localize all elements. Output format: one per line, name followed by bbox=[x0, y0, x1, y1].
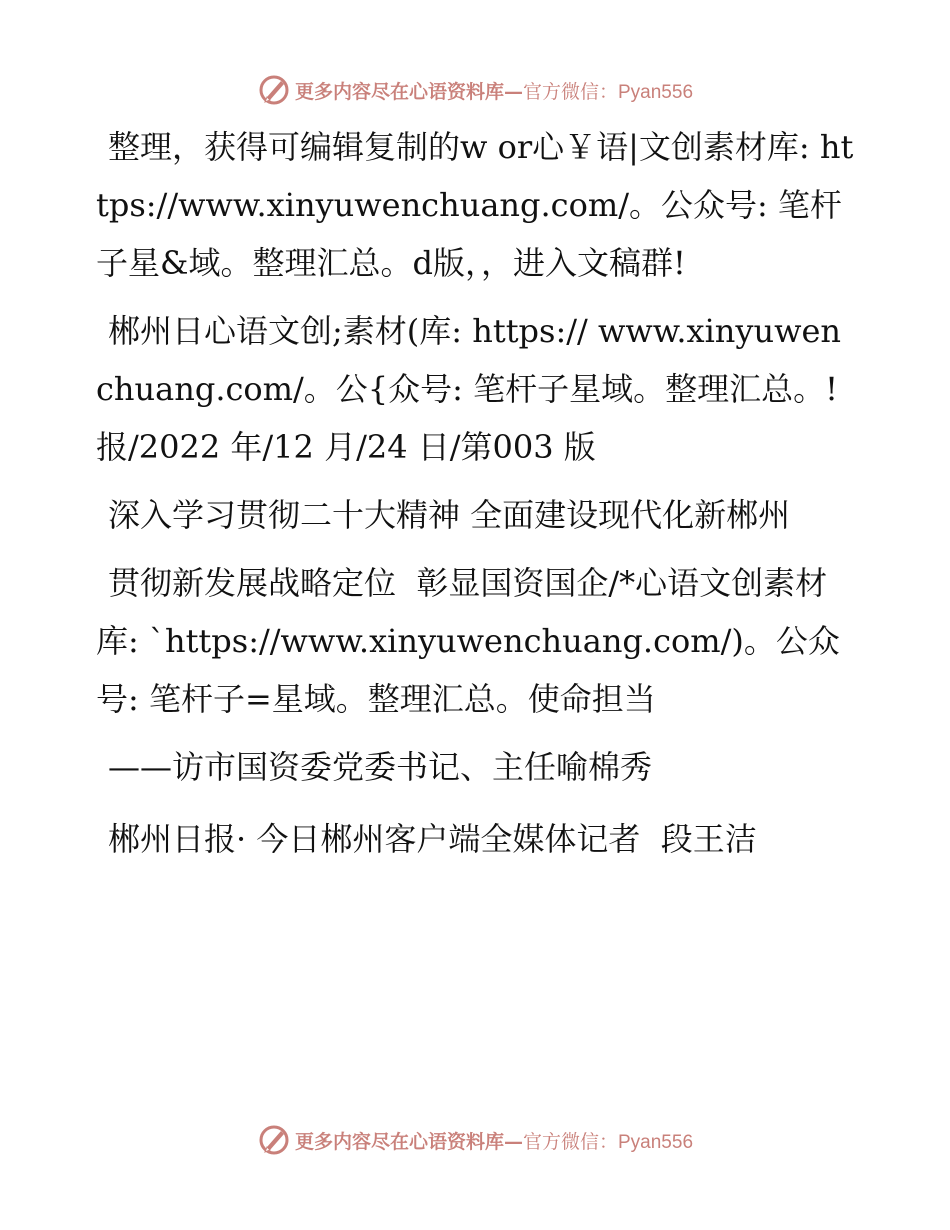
article-subheadline: 贯彻新发展战略定位 彰显国资国企/*心语文创素材库: `https://www.xinyuwenchuang.com/)。公众号: 笔杆子=星域。整理汇总。使命担当 bbox=[96, 564, 840, 718]
header-banner bbox=[0, 70, 950, 110]
footer-banner bbox=[0, 1120, 950, 1160]
banner-text: 更多内容尽在心语资料库— bbox=[294, 1130, 523, 1153]
brand-logo-icon bbox=[257, 1123, 291, 1157]
banner-wechat: 官方微信：Pyan556 bbox=[523, 1131, 694, 1153]
banner-wechat: 官方微信：Pyan556 bbox=[523, 81, 694, 103]
article-byline: 郴州日报· 今日郴州客户端全媒体记者 段王洁 bbox=[108, 820, 757, 858]
paragraph-2: 郴州日心语文创;素材(库: https:// www.xinyuwenchuang.com/。公{众号: 笔杆子星域。整理汇总。! 报/2022 年/12 月/24 日/第003 版 bbox=[96, 312, 849, 466]
article-interview-line: ——访市国资委党委书记、主任喻棉秀 bbox=[108, 748, 653, 786]
paragraph-1: 整理，获得可编辑复制的w or心￥语|文创素材库: https://www.xinyuwenchuang.com/。公众号: 笔杆子星&域。整理汇总。d版，，进入文稿群! bbox=[96, 128, 854, 282]
brand-logo-icon bbox=[257, 73, 291, 107]
article-headline: 深入学习贯彻二十大精神 全面建设现代化新郴州 bbox=[108, 496, 791, 534]
banner-text: 更多内容尽在心语资料库— bbox=[294, 80, 523, 103]
document-body bbox=[96, 118, 856, 878]
